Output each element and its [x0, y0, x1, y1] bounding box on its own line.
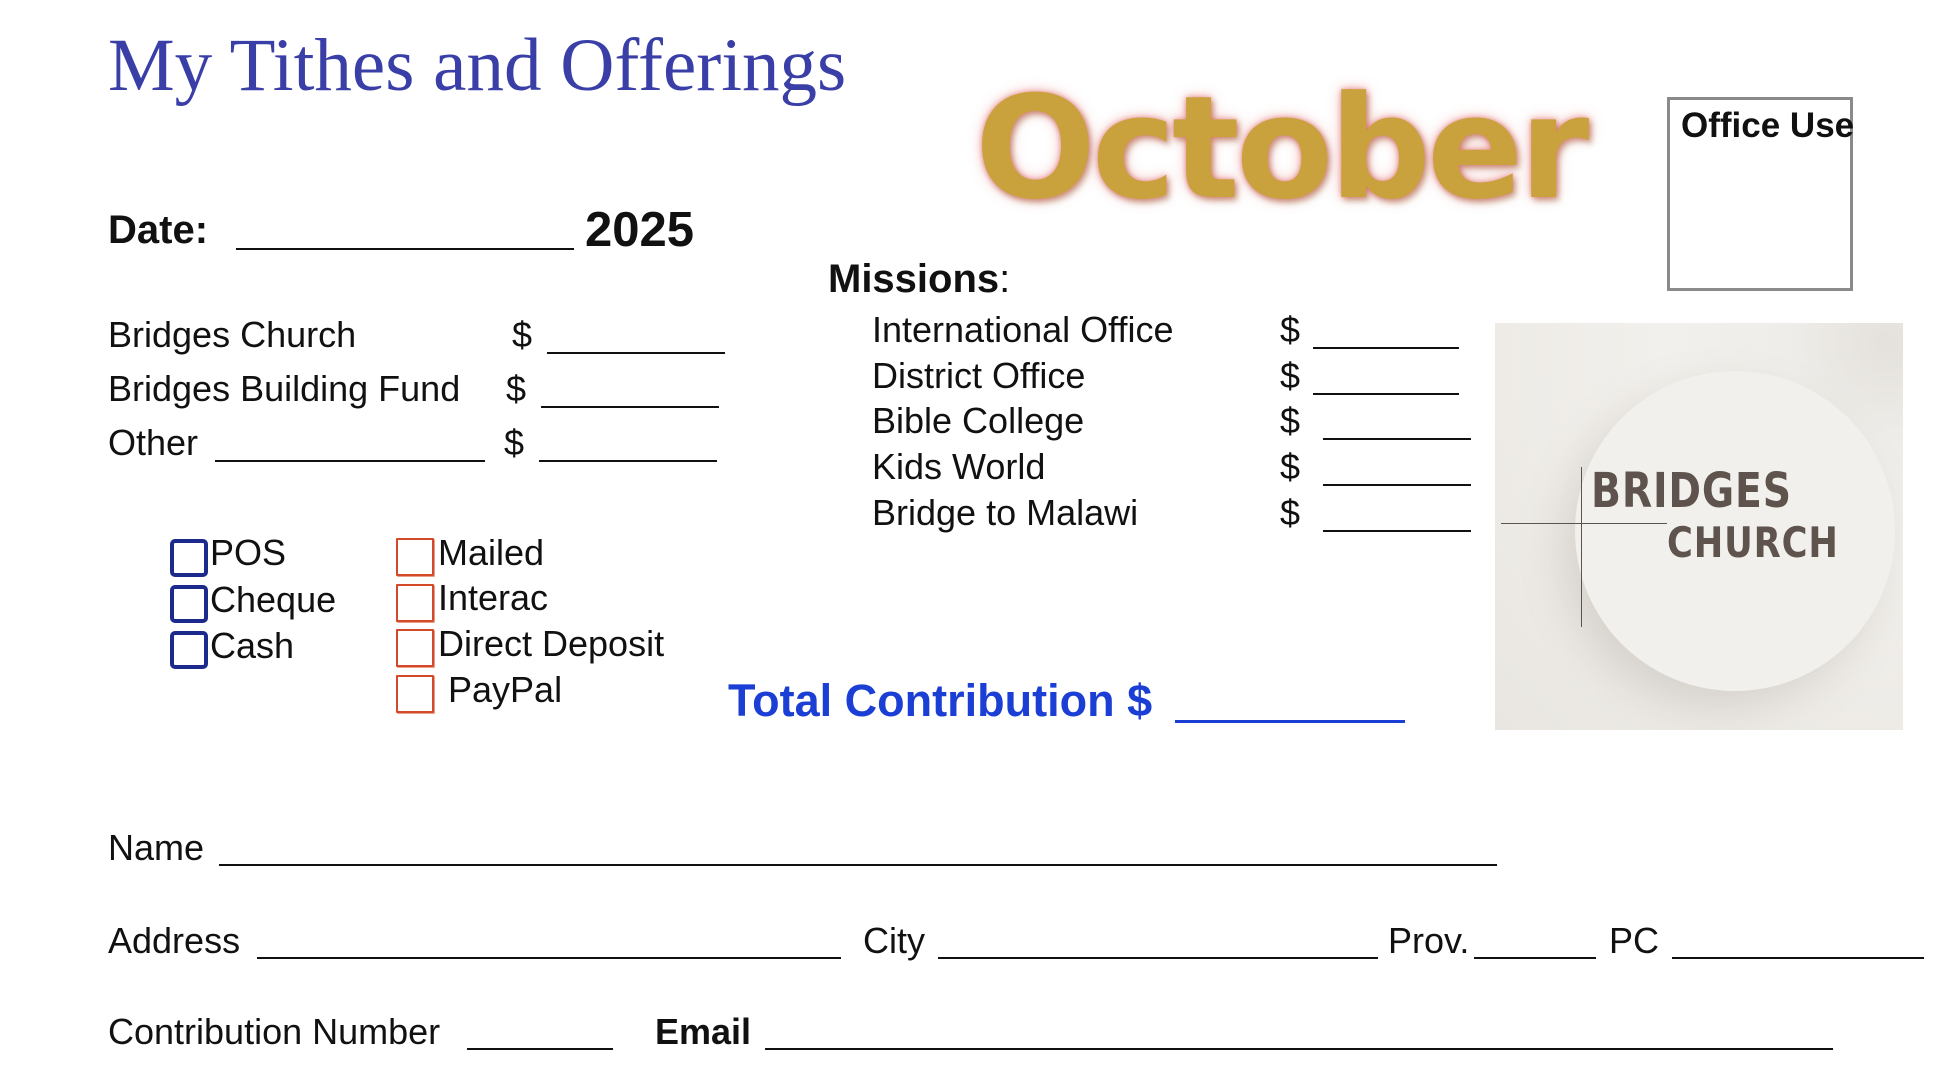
missions-amount-district-office[interactable]: [1313, 393, 1459, 395]
checkbox-paypal[interactable]: [396, 675, 434, 713]
email-input-line[interactable]: [765, 1048, 1833, 1050]
form-title: My Tithes and Offerings: [108, 24, 847, 107]
missions-dollar-sign: $: [1280, 400, 1301, 441]
email-label: Email: [655, 1011, 752, 1052]
missions-label-kids-world: Kids World: [872, 446, 1046, 487]
date-year: 2025: [585, 203, 695, 257]
logo-text-bridges: BRIDGES: [1591, 463, 1792, 519]
name-label: Name: [108, 827, 205, 868]
name-input-line[interactable]: [219, 864, 1497, 866]
missions-label-bible-college: Bible College: [872, 400, 1085, 441]
checkbox-mailed[interactable]: [396, 538, 434, 576]
logo-cross-vertical: [1581, 467, 1582, 627]
payment-label-mailed: Mailed: [438, 532, 545, 573]
offering-amount-building-fund[interactable]: [541, 406, 719, 408]
address-label: Address: [108, 920, 241, 961]
checkbox-cash[interactable]: [170, 631, 208, 669]
payment-label-direct-deposit: Direct Deposit: [438, 623, 665, 664]
payment-label-pos: POS: [210, 532, 287, 573]
offering-amount-bridges-church[interactable]: [547, 352, 725, 354]
checkbox-interac[interactable]: [396, 584, 434, 622]
checkbox-direct-deposit[interactable]: [396, 629, 434, 667]
date-input-line[interactable]: [236, 248, 574, 250]
offering-label-other: Other: [108, 422, 199, 463]
payment-label-paypal: PayPal: [448, 669, 563, 710]
offering-other-description[interactable]: [215, 460, 485, 462]
city-input-line[interactable]: [938, 957, 1378, 959]
address-input-line[interactable]: [257, 957, 841, 959]
total-contribution-label: Total Contribution $: [728, 675, 1153, 726]
payment-label-cash: Cash: [210, 625, 295, 666]
contribution-number-label: Contribution Number: [108, 1011, 441, 1052]
offering-dollar-sign: $: [504, 422, 525, 463]
month-heading: October: [975, 66, 1586, 231]
date-label: Date:: [108, 208, 209, 252]
missions-dollar-sign: $: [1280, 309, 1301, 350]
checkbox-cheque[interactable]: [170, 585, 208, 623]
checkbox-pos[interactable]: [170, 539, 208, 577]
offering-label-building-fund: Bridges Building Fund: [108, 368, 461, 409]
offering-amount-other[interactable]: [539, 460, 717, 462]
missions-heading: Missions:: [828, 257, 1011, 301]
missions-dollar-sign: $: [1280, 355, 1301, 396]
missions-amount-international-office[interactable]: [1313, 347, 1459, 349]
missions-label-international-office: International Office: [872, 309, 1174, 350]
postal-code-label: PC: [1609, 920, 1660, 961]
logo-cross-horizontal: [1501, 523, 1667, 524]
office-use-label: Office Use: [1681, 106, 1855, 145]
missions-dollar-sign: $: [1280, 492, 1301, 533]
missions-dollar-sign: $: [1280, 446, 1301, 487]
missions-amount-kids-world[interactable]: [1323, 484, 1471, 486]
prov-label: Prov.: [1388, 920, 1470, 961]
missions-label-bridge-to-malawi: Bridge to Malawi: [872, 492, 1139, 533]
payment-label-interac: Interac: [438, 577, 549, 618]
missions-label-district-office: District Office: [872, 355, 1086, 396]
city-label: City: [863, 920, 925, 961]
payment-label-cheque: Cheque: [210, 579, 337, 620]
offering-dollar-sign: $: [512, 314, 533, 355]
missions-amount-bridge-to-malawi[interactable]: [1323, 530, 1471, 532]
logo-text-church: CHURCH: [1667, 518, 1839, 567]
offering-dollar-sign: $: [506, 368, 527, 409]
prov-input-line[interactable]: [1474, 957, 1596, 959]
missions-amount-bible-college[interactable]: [1323, 438, 1471, 440]
total-contribution-input-line[interactable]: [1175, 720, 1405, 723]
bridges-church-logo: [1495, 323, 1903, 730]
offering-label-bridges-church: Bridges Church: [108, 314, 357, 355]
postal-code-input-line[interactable]: [1672, 957, 1924, 959]
contribution-number-input-line[interactable]: [467, 1048, 613, 1050]
